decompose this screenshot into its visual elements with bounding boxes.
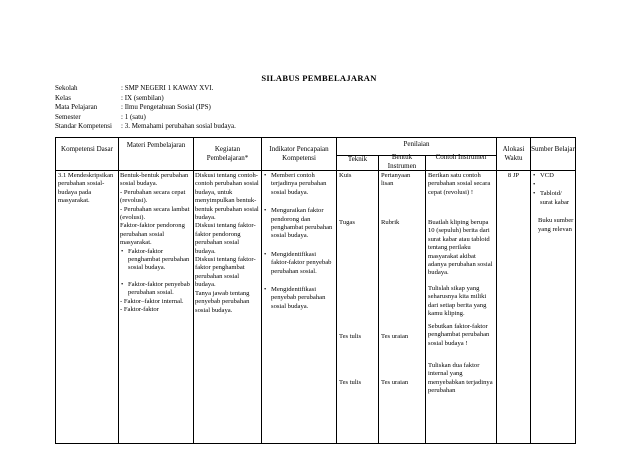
materi-bullets xyxy=(120,248,192,298)
header-bentuk: Bentuk Instrumen xyxy=(387,153,417,170)
kegiatan-item: Diskusi tentang faktor-faktor pendorong perubahan sosial budaya. xyxy=(195,222,256,255)
info-value: : 3. Memahami perubahan sosial budaya. xyxy=(121,122,236,131)
kegiatan-item: Diskusi tentang contoh-contoh perubahan sosial budaya, untuk menyimpulkan bentuk-bentuk perubahan sosial budaya. xyxy=(195,172,259,222)
page-title: SILABUS PEMBELAJARAN xyxy=(261,73,377,83)
cell-alokasi: 8 JP xyxy=(507,172,520,179)
teknik-item: Tes tulis xyxy=(339,379,362,386)
cell-materi xyxy=(120,172,192,315)
indikator-item: • Mengidentifikasi faktor-faktor penyebab perubahan sosial. xyxy=(263,251,335,276)
info-row-sekolah xyxy=(55,84,236,94)
sumber-list xyxy=(532,172,575,207)
materi-faktor-penghambat: • Faktor-faktor penghambat perubahan sosial budaya. xyxy=(120,248,192,273)
cell-kegiatan xyxy=(195,172,260,315)
materi-faktor-penyebab: • Faktor-faktor penyebab perubahan sosial. xyxy=(120,281,192,298)
info-row-kelas xyxy=(55,94,236,104)
column-divider xyxy=(496,138,497,443)
header-divider xyxy=(56,170,575,171)
materi-heading: Bentuk-bentuk perubahan sosial budaya. xyxy=(120,172,189,188)
indikator-list xyxy=(263,172,335,311)
info-row-mata-pelajaran xyxy=(55,103,236,113)
teknik-item: Tes tulis xyxy=(339,333,362,340)
cell-indikator xyxy=(263,172,335,311)
header-teknik: Teknik xyxy=(347,155,368,163)
contoh-item: Sebutkan faktor-faktor penghambat perubahan sosial budaya ! xyxy=(428,323,490,347)
materi-penyebab-text: Faktor-faktor xyxy=(123,306,159,314)
info-key: Mata Pelajaran xyxy=(55,103,98,112)
info-value: : SMP NEGERI 1 KAWAY XVI. xyxy=(121,84,214,92)
cell-sumber xyxy=(532,172,575,234)
info-row-standar-kompetensi xyxy=(55,122,236,132)
indikator-item: • Memberi contoh terjadinya perubahan sosial budaya. xyxy=(263,172,335,197)
info-value: : IX (sembilan) xyxy=(121,93,164,102)
materi-item-text: Perubahan secara lambat (evolusi). xyxy=(120,205,190,222)
kegiatan-item: Tanya jawab tentang penyebab perubahan sosial budaya. xyxy=(195,289,250,314)
teknik-item: Kuis xyxy=(339,172,352,179)
bentuk-item: Tes uraian xyxy=(381,379,409,386)
info-value: : 1 (satu) xyxy=(121,112,146,121)
teknik-item: Tugas xyxy=(339,219,355,226)
info-key: Kelas xyxy=(55,93,71,102)
column-divider xyxy=(425,155,426,443)
sumber-item: • Tabloid/ surat kabar xyxy=(532,190,575,207)
materi-item: - Perubahan secara cepat (revolusi). xyxy=(120,188,186,205)
materi-faktor-pendorong: Faktor-faktor pendorong perubahan sosial masyarakat. xyxy=(120,222,185,247)
kegiatan-item: Diskusi tentang faktor-faktor penghambat perubahan sosial budaya. xyxy=(195,256,256,289)
header-alokasi: Alokasi Waktu xyxy=(502,145,525,162)
contoh-item: Buatlah kliping berupa 10 (sepuluh) berita dari surat kabar atau tabloid tentang perilaku masyarakat akibat adanya perubahan sosial budaya. xyxy=(428,219,493,277)
indikator-item: • Menguraikan faktor pendorong dan penghambat perubahan sosial budaya. xyxy=(263,207,335,241)
header-kompetensi: Kompetensi Dasar xyxy=(61,145,113,153)
cell-kompetensi-dasar: 3.1 Mendeskripsikan perubahan sosial-budaya pada masyarakat. xyxy=(58,172,114,205)
sumber-extra: Buku sumber yang relevan xyxy=(538,217,574,233)
sumber-item: • VCD xyxy=(532,172,575,180)
contoh-item: Berikan satu contoh perubahan sosial secara cepat (revolusi) ! xyxy=(428,172,491,196)
document-info xyxy=(55,84,236,132)
bentuk-item: Rubrik xyxy=(381,219,400,226)
info-key: Sekolah xyxy=(55,84,78,92)
materi-item-text: Perubahan secara cepat (revolusi). xyxy=(120,188,186,205)
header-kegiatan: Kegiatan Pembelajaran* xyxy=(206,145,249,162)
column-divider xyxy=(530,138,531,443)
info-key: Semester xyxy=(55,112,81,121)
contoh-item: Tuliskan dua faktor internal yang menyebabkan terjadinya perubahan xyxy=(428,362,493,395)
header-indikator: Indikator Pencapaian Kompetensi xyxy=(269,145,329,162)
bentuk-item: Tes uraian xyxy=(381,333,409,340)
materi-item: - Perubahan secara lambat (evolusi). xyxy=(120,205,190,222)
column-divider xyxy=(378,155,379,443)
materi-penyebab-item: - Faktor–faktor internal. xyxy=(120,297,184,305)
sumber-item xyxy=(532,181,575,189)
indikator-item: • Mengidentifikasi penyebab perubahan sosial budaya. xyxy=(263,286,335,311)
column-divider xyxy=(336,138,337,443)
materi-penyebab-item: - Faktor-faktor xyxy=(120,306,159,314)
bentuk-item: Pertanyaan lisan xyxy=(381,172,411,188)
header-materi: Materi Pembelajaran xyxy=(126,141,186,149)
header-penilaian: Penilaian xyxy=(403,140,430,148)
info-row-semester xyxy=(55,113,236,123)
header-sumber: Sumber Belajar xyxy=(531,145,575,153)
header-contoh: Contoh Instrumen xyxy=(435,153,487,161)
syllabus-table xyxy=(55,137,576,444)
materi-penyebab-text: Faktor–faktor internal. xyxy=(123,297,184,305)
contoh-item: Tulislah sikap yang seharusnya kita miliki dari setiap berita yang kamu kliping. xyxy=(428,285,487,318)
column-divider xyxy=(118,138,119,443)
info-key: Standar Kompetensi xyxy=(55,122,112,131)
column-divider xyxy=(193,138,194,443)
info-value: : Ilmu Pengetahuan Sosial (IPS) xyxy=(121,103,211,112)
column-divider xyxy=(261,138,262,443)
